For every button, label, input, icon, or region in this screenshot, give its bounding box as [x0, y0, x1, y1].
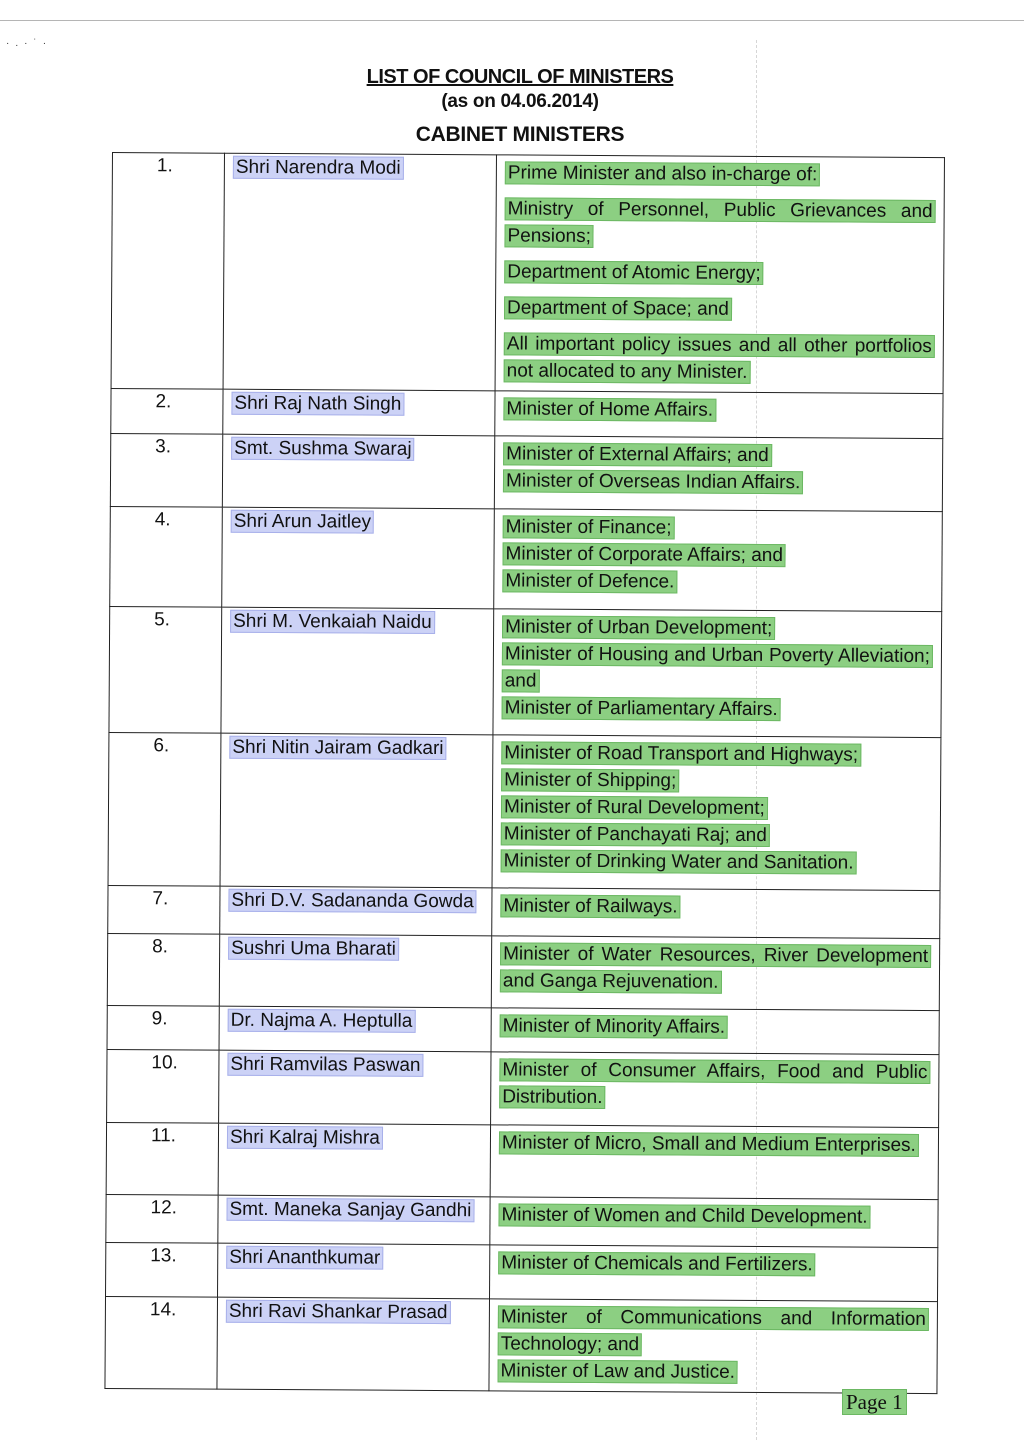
portfolio-line: Department of Atomic Energy; [504, 258, 935, 288]
table-row [106, 1194, 938, 1247]
portfolio-line: Minister of Chemicals and Fertilizers. [498, 1249, 929, 1279]
portfolio-line: Minister of Consumer Affairs, Food and Public Distribution. [499, 1056, 930, 1113]
portfolio-line: Minister of Overseas Indian Affairs. [503, 467, 934, 497]
table-row [111, 153, 944, 394]
portfolio-line: Minister of Corporate Affairs; and [502, 540, 933, 570]
table-row [110, 506, 943, 611]
table-row [109, 606, 942, 737]
table-row [111, 388, 943, 438]
table-row [106, 1242, 938, 1301]
row-number: 14. [105, 1296, 218, 1389]
portfolio-line: Minister of Road Transport and Highways; [501, 739, 932, 769]
table-row [108, 732, 941, 890]
row-number: 8. [107, 933, 219, 1006]
portfolio-line: Minister of Law and Justice. [497, 1357, 928, 1387]
portfolio-line: Prime Minister and also in-charge of: [505, 159, 936, 189]
minister-name: Sushri Uma Bharati [219, 934, 491, 1008]
minister-name: Shri D.V. Sadananda Gowda [220, 886, 492, 936]
portfolio-cell [495, 155, 944, 394]
section-heading: CABINET MINISTERS [415, 123, 625, 146]
portfolio-line: Minister of Panchayati Raj; and [501, 820, 932, 850]
portfolio-line: Minister of Minority Affairs. [500, 1012, 931, 1042]
row-number: 4. [110, 506, 223, 607]
minister-name: Shri Nitin Jairam Gadkari [220, 733, 493, 888]
minister-name: Shri Narendra Modi [223, 153, 496, 391]
portfolio-line: Minister of External Affairs; and [503, 440, 934, 470]
portfolio-cell [494, 509, 943, 612]
portfolio-line: Minister of Finance; [503, 513, 934, 543]
scan-edge-rule [0, 20, 1024, 21]
minister-name: Shri Raj Nath Singh [223, 389, 495, 436]
document-date: (as on 04.06.2014) [441, 91, 599, 112]
minister-name: Shri M. Venkaiah Naidu [221, 607, 494, 735]
portfolio-line: Minister of Rural Development; [501, 793, 932, 823]
document-title: LIST OF COUNCIL OF MINISTERS [366, 66, 674, 88]
minister-name: Smt. Sushma Swaraj [222, 434, 494, 509]
portfolio-line: Department of Space; and [504, 294, 935, 324]
row-number: 7. [108, 885, 220, 934]
row-number: 6. [108, 732, 221, 886]
portfolio-cell [489, 1299, 938, 1394]
portfolio-cell [492, 888, 940, 939]
portfolio-cell [494, 436, 942, 512]
portfolio-line: Minister of Housing and Urban Poverty Alleviation; and [502, 640, 933, 697]
table-row [110, 433, 942, 511]
document-header [0, 66, 1024, 147]
portfolio-line: Minister of Water Resources, River Development and Ganga Rejuvenation. [500, 940, 931, 997]
minister-name: Smt. Maneka Sanjay Gandhi [218, 1195, 490, 1245]
minister-name: Shri Arun Jaitley [222, 507, 495, 609]
portfolio-line: Minister of Parliamentary Affairs. [502, 694, 933, 724]
ministers-table [104, 152, 945, 1394]
row-number: 2. [111, 388, 223, 434]
portfolio-line: Minister of Home Affairs. [503, 395, 934, 425]
row-number: 11. [106, 1122, 218, 1195]
portfolio-cell [493, 609, 942, 738]
row-number: 3. [110, 433, 222, 507]
minister-name: Dr. Najma A. Heptulla [219, 1006, 491, 1052]
minister-name: Shri Ravi Shankar Prasad [217, 1297, 490, 1391]
portfolio-line: Minister of Micro, Small and Medium Enterprises. [499, 1129, 930, 1159]
minister-name: Shri Kalraj Mishra [218, 1123, 490, 1197]
table-row [107, 1049, 939, 1127]
table-row [107, 933, 939, 1010]
portfolio-line: Minister of Communications and Information Technology; and [498, 1303, 929, 1360]
portfolio-line: Minister of Women and Child Development. [498, 1201, 929, 1231]
table-row [106, 1122, 938, 1199]
portfolio-line: All important policy issues and all other portfolios not allocated to any Minister. [504, 330, 935, 387]
row-number: 13. [106, 1242, 218, 1297]
table-row [105, 1296, 938, 1393]
portfolio-line: Minister of Urban Development; [502, 613, 933, 643]
row-number: 12. [106, 1194, 218, 1243]
minister-name: Shri Ramvilas Paswan [219, 1050, 491, 1125]
portfolio-cell [490, 1197, 938, 1248]
minister-name: Shri Ananthkumar [218, 1243, 490, 1299]
portfolio-line: Minister of Railways. [500, 892, 931, 922]
portfolio-line: Minister of Shipping; [501, 766, 932, 796]
portfolio-line: Minister of Drinking Water and Sanitation. [501, 847, 932, 877]
portfolio-cell [495, 391, 943, 439]
portfolio-cell [491, 1008, 939, 1055]
portfolio-cell [490, 1125, 938, 1200]
portfolio-cell [492, 735, 941, 891]
row-number: 5. [109, 606, 222, 733]
row-number: 9. [107, 1005, 219, 1050]
portfolio-cell [490, 1245, 938, 1302]
table-row [107, 1005, 939, 1054]
portfolio-cell [491, 936, 939, 1011]
table-row [108, 885, 940, 938]
row-number: 10. [107, 1049, 219, 1123]
portfolio-cell [491, 1052, 939, 1128]
page-number: Page 1 [842, 1390, 907, 1415]
row-number: 1. [111, 153, 224, 390]
portfolio-line: Minister of Defence. [502, 567, 933, 597]
portfolio-line: Ministry of Personnel, Public Grievances and Pensions; [504, 195, 935, 252]
scan-speck-marks: ·.·˙· [6, 38, 53, 49]
